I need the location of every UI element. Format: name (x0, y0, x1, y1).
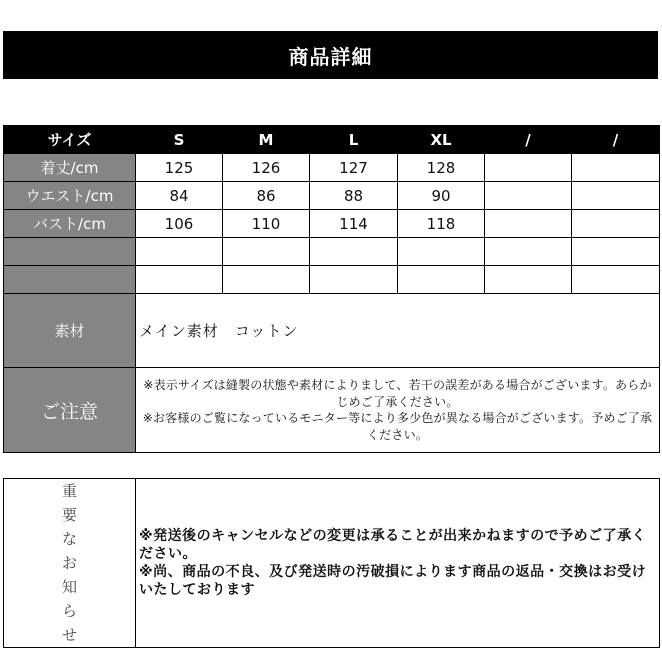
notice-label: ご注意 (4, 368, 136, 453)
header-size-m: M (223, 126, 310, 154)
table-cell: 125 (136, 154, 223, 182)
label-char: 要 (61, 506, 77, 524)
row-label: ウエスト/cm (4, 182, 136, 210)
label-char: せ (61, 626, 77, 644)
material-label: 素材 (4, 294, 136, 368)
table-cell (485, 154, 572, 182)
row-label (4, 266, 136, 294)
table-cell (572, 266, 660, 294)
important-notice-text (136, 479, 660, 648)
label-char: 知 (61, 578, 77, 596)
size-table (3, 125, 660, 453)
table-cell (136, 266, 223, 294)
table-cell (136, 238, 223, 266)
table-cell: 106 (136, 210, 223, 238)
size-header-row (4, 126, 660, 154)
table-cell (485, 238, 572, 266)
table-cell (485, 182, 572, 210)
table-cell (223, 266, 310, 294)
header-size-l: L (310, 126, 398, 154)
notice-line-2: ※お客様のご覧になっているモニター等により多少色が異なる場合がございます。予めご了承ください。 (142, 411, 653, 442)
header-size-empty-2: / (572, 126, 660, 154)
row-label: 着丈/cm (4, 154, 136, 182)
row-bust (4, 210, 660, 238)
label-char: な (61, 530, 77, 548)
table-cell (485, 266, 572, 294)
table-cell (572, 238, 660, 266)
row-waist (4, 182, 660, 210)
material-value: メイン素材 コットン (136, 294, 660, 368)
header-size-empty-1: / (485, 126, 572, 154)
table-cell (310, 266, 398, 294)
important-notice-row (4, 479, 660, 648)
header-size-label: サイズ (4, 126, 136, 154)
label-char: ら (61, 602, 77, 620)
label-char: 重 (61, 482, 77, 500)
header-size-xl: XL (398, 126, 485, 154)
table-cell (398, 266, 485, 294)
row-empty-2 (4, 266, 660, 294)
table-cell: 84 (136, 182, 223, 210)
page-title: 商品詳細 (3, 31, 658, 79)
row-empty-1 (4, 238, 660, 266)
notice-text (136, 368, 660, 453)
material-row (4, 294, 660, 368)
table-cell: 128 (398, 154, 485, 182)
notice-line-1: ※表示サイズは縫製の状態や素材によりまして、若干の誤差がある場合がございます。あらかじめご了承ください。 (143, 378, 652, 409)
table-cell: 86 (223, 182, 310, 210)
table-cell (223, 238, 310, 266)
notice-row (4, 368, 660, 453)
table-cell (572, 210, 660, 238)
table-cell: 110 (223, 210, 310, 238)
table-cell: 114 (310, 210, 398, 238)
table-cell (310, 238, 398, 266)
table-cell (572, 182, 660, 210)
important-notice-label (4, 479, 136, 648)
table-cell (485, 210, 572, 238)
important-notice-table (3, 478, 660, 648)
table-cell: 90 (398, 182, 485, 210)
label-char: お (61, 554, 77, 572)
table-cell (572, 154, 660, 182)
row-label: バスト/cm (4, 210, 136, 238)
important-line-2: ※尚、商品の不良、及び発送時の汚破損によります商品の返品・交換はお受けいたしております (139, 564, 647, 598)
header-size-s: S (136, 126, 223, 154)
table-cell: 126 (223, 154, 310, 182)
table-cell: 127 (310, 154, 398, 182)
table-cell: 118 (398, 210, 485, 238)
table-cell (398, 238, 485, 266)
table-cell: 88 (310, 182, 398, 210)
row-length (4, 154, 660, 182)
important-line-1: ※発送後のキャンセルなどの変更は承ることが出来かねますので予めご了承ください。 (139, 528, 647, 562)
row-label (4, 238, 136, 266)
